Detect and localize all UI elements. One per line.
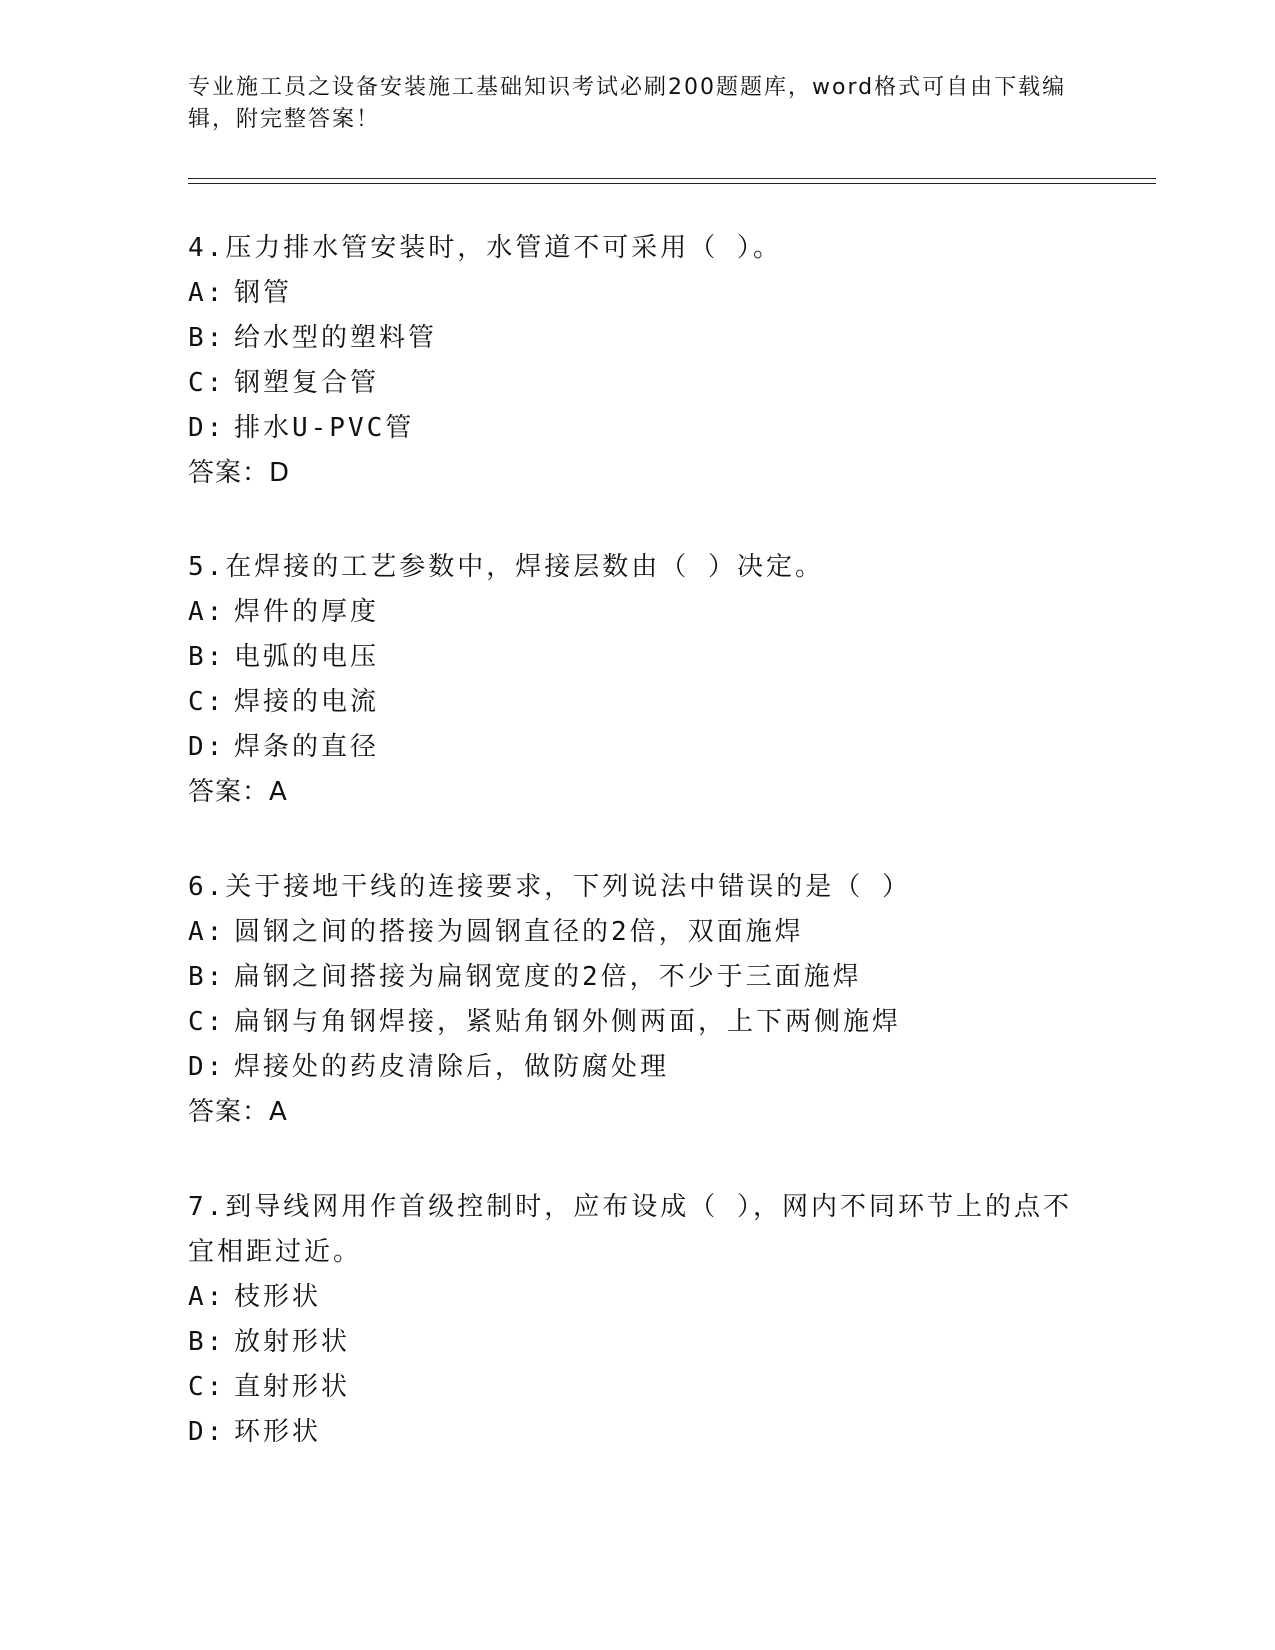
option-text: 扁钢之间搭接为扁钢宽度的2倍，不少于三面施焊 bbox=[234, 962, 862, 992]
question-stem: 7.到导线网用作首级控制时，应布设成（ ），网内不同环节上的点不宜相距过近。 bbox=[188, 1192, 1072, 1267]
option-a bbox=[188, 910, 1088, 955]
header-divider-top bbox=[188, 178, 1156, 179]
option-c bbox=[188, 680, 1088, 725]
option-c bbox=[188, 361, 1088, 406]
option-letter: C: bbox=[188, 687, 226, 717]
option-letter: C: bbox=[188, 368, 226, 398]
option-b bbox=[188, 316, 1088, 361]
option-c bbox=[188, 1365, 1088, 1410]
option-letter: D: bbox=[188, 413, 226, 443]
answer: 答案：A bbox=[188, 777, 288, 807]
question-4 bbox=[188, 226, 1088, 496]
option-text: 焊条的直径 bbox=[234, 732, 380, 762]
option-text: 直射形状 bbox=[234, 1372, 351, 1402]
option-a bbox=[188, 271, 1088, 316]
option-c bbox=[188, 1000, 1088, 1045]
answer: 答案：A bbox=[188, 1097, 288, 1127]
question-5 bbox=[188, 545, 1088, 815]
option-text: 电弧的电压 bbox=[234, 642, 380, 672]
question-stem: 5.在焊接的工艺参数中，焊接层数由（ ）决定。 bbox=[188, 552, 824, 582]
option-text: 排水U-PVC管 bbox=[234, 413, 415, 443]
option-letter: B: bbox=[188, 1327, 226, 1357]
option-letter: C: bbox=[188, 1007, 226, 1037]
option-text: 环形状 bbox=[234, 1417, 322, 1447]
option-letter: A: bbox=[188, 1282, 226, 1312]
option-d bbox=[188, 1045, 1088, 1090]
question-7 bbox=[188, 1185, 1088, 1455]
option-letter: D: bbox=[188, 1052, 226, 1082]
option-letter: A: bbox=[188, 278, 226, 308]
question-stem: 6.关于接地干线的连接要求，下列说法中错误的是（ ） bbox=[188, 872, 911, 902]
question-stem: 4.压力排水管安装时，水管道不可采用（ ）。 bbox=[188, 233, 782, 263]
option-d bbox=[188, 725, 1088, 770]
document-header: 专业施工员之设备安装施工基础知识考试必刷200题题库，word格式可自由下载编辑，附完整答案！ bbox=[188, 75, 1067, 132]
option-letter: B: bbox=[188, 962, 226, 992]
option-text: 放射形状 bbox=[234, 1327, 351, 1357]
option-d bbox=[188, 1410, 1088, 1455]
option-text: 焊件的厚度 bbox=[234, 597, 380, 627]
option-letter: B: bbox=[188, 642, 226, 672]
option-text: 圆钢之间的搭接为圆钢直径的2倍，双面施焊 bbox=[234, 917, 804, 947]
header-divider-bottom bbox=[188, 183, 1156, 184]
option-text: 扁钢与角钢焊接，紧贴角钢外侧两面，上下两侧施焊 bbox=[234, 1007, 902, 1037]
option-b bbox=[188, 1320, 1088, 1365]
option-text: 焊接处的药皮清除后，做防腐处理 bbox=[234, 1052, 670, 1082]
option-d bbox=[188, 406, 1088, 451]
option-b bbox=[188, 635, 1088, 680]
answer: 答案：D bbox=[188, 458, 291, 488]
option-a bbox=[188, 1275, 1088, 1320]
option-a bbox=[188, 590, 1088, 635]
option-letter: A: bbox=[188, 597, 226, 627]
option-b bbox=[188, 955, 1088, 1000]
option-text: 枝形状 bbox=[234, 1282, 322, 1312]
option-letter: D: bbox=[188, 732, 226, 762]
option-text: 钢管 bbox=[234, 278, 293, 308]
option-text: 钢塑复合管 bbox=[234, 368, 380, 398]
question-6 bbox=[188, 865, 1088, 1135]
option-letter: A: bbox=[188, 917, 226, 947]
option-text: 焊接的电流 bbox=[234, 687, 380, 717]
option-letter: B: bbox=[188, 323, 226, 353]
option-letter: D: bbox=[188, 1417, 226, 1447]
option-letter: C: bbox=[188, 1372, 226, 1402]
option-text: 给水型的塑料管 bbox=[234, 323, 438, 353]
